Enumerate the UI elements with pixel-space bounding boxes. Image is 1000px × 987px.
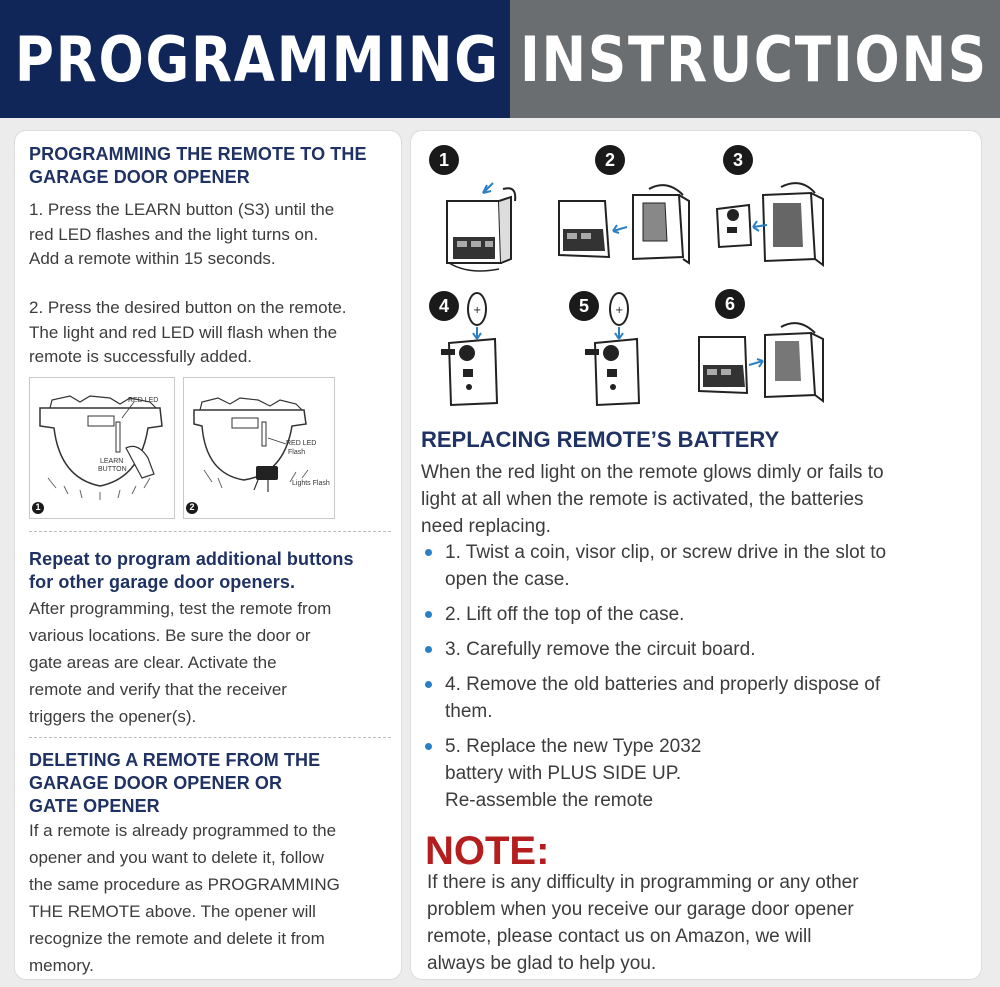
battery-heading: REPLACING REMOTE’S BATTERY (421, 427, 780, 452)
deleting-heading: DELETING A REMOTE FROM THE GARAGE DOOR OPENER OR GATE OPENER (29, 750, 321, 816)
battery-step-2: 2. Lift off the top of the case. (421, 601, 981, 628)
diagram2-label-lights-flash: Lights Flash (292, 480, 330, 487)
opener-remote-illustration (184, 378, 336, 520)
diagram2-label-flash: Flash (288, 449, 306, 456)
step-badge-1: 1 (429, 145, 459, 175)
repeat-heading: Repeat to program additional buttons for other garage door openers. (29, 549, 354, 592)
header-title-left: PROGRAMMING (15, 22, 500, 96)
diagram-number-2: 2 (189, 502, 195, 512)
svg-text:+: + (615, 305, 624, 316)
step-badge-4: 4 (429, 291, 459, 321)
programming-step-1: 1. Press the LEARN button (S3) until the red LED flashes and the light turns on. Add a remote within 15 seconds. (29, 200, 335, 268)
battery-intro: When the red light on the remote glows dimly or fails to light at all when the remote is activated, the batteries need replacing. (421, 462, 884, 537)
header-title-right: INSTRUCTIONS (520, 22, 988, 96)
battery-step-4: 4. Remove the old batteries and properly dispose of them. (421, 671, 981, 725)
step5-battery-illustration (581, 287, 681, 407)
programming-heading: PROGRAMMING THE REMOTE TO THE GARAGE DOOR OPENER (29, 144, 367, 187)
divider-2 (29, 737, 391, 738)
step-badge-6: 6 (715, 289, 745, 319)
step-badge-3: 3 (723, 145, 753, 175)
battery-step-1: 1. Twist a coin, visor clip, or screw drive in the slot to open the case. (421, 539, 981, 593)
diagram1-label-button: BUTTON (98, 466, 127, 473)
battery-steps-list (421, 539, 981, 822)
opener-diagram-remote (183, 377, 335, 519)
deleting-body: If a remote is already programmed to the opener and you want to delete it, follow the same procedure as PROGRAMMING THE REMOTE above. The opener will recognize the remote and delete it from memory. (29, 821, 340, 975)
diagram2-label-red-led: RED LED (286, 440, 317, 447)
step4-battery-illustration (435, 287, 535, 407)
step2-remote-illustration (555, 181, 695, 271)
note-title: NOTE: (425, 829, 550, 873)
header-left-block (0, 0, 510, 118)
step-badge-2: 2 (595, 145, 625, 175)
header-right-block (510, 0, 1000, 118)
diagram1-label-learn: LEARN (100, 458, 124, 465)
battery-step-3: 3. Carefully remove the circuit board. (421, 636, 981, 663)
battery-step-5: 5. Replace the new Type 2032 battery with PLUS SIDE UP. Re-assemble the remote (421, 733, 981, 814)
right-panel (410, 130, 982, 980)
note-body: If there is any difficulty in programming or any other problem when you receive our garage door opener remote, please contact us on Amazon, we will always be glad to help you. (427, 872, 859, 974)
repeat-body: After programming, test the remote from various locations. Be sure the door or gate areas are clear. Activate the remote and verify that the receiver triggers the opener(s). (29, 599, 332, 726)
header-banner (0, 0, 1000, 118)
step6-reassemble-illustration (695, 321, 835, 411)
svg-text:+: + (473, 305, 482, 316)
diagram1-label-red-led: RED LED (128, 397, 159, 404)
step1-remote-illustration (439, 179, 529, 279)
opener-diagram-learn (29, 377, 175, 519)
divider-1 (29, 531, 391, 532)
programming-step-2: 2. Press the desired button on the remote. The light and red LED will flash when the remote is successfully added. (29, 298, 347, 366)
step3-board-illustration (711, 181, 841, 271)
step-badge-5: 5 (569, 291, 599, 321)
left-panel (14, 130, 402, 980)
diagram-number-1: 1 (35, 502, 41, 512)
